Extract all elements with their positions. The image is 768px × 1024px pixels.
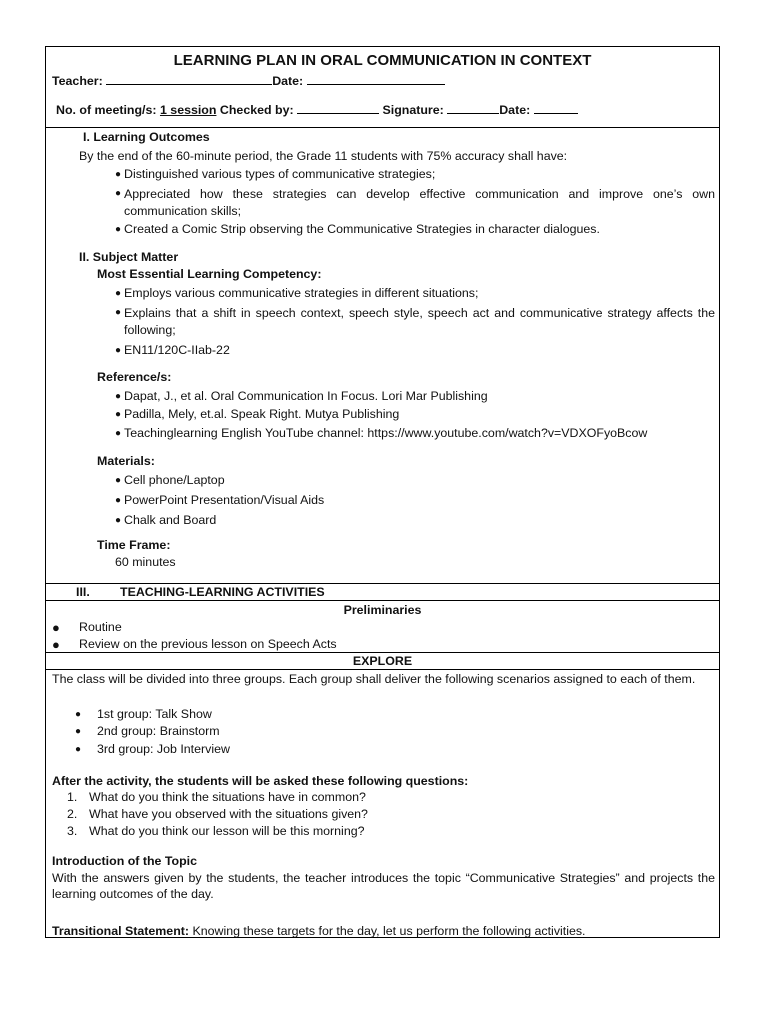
- checked-by-label: Checked by:: [219, 103, 294, 117]
- explore-heading: EXPLORE: [352, 654, 413, 668]
- material-item: Chalk and Board: [124, 513, 217, 527]
- bullet-icon: ●: [52, 637, 60, 652]
- melc-heading: Most Essential Learning Competency:: [97, 267, 322, 281]
- group-item: 2nd group: Brainstorm: [97, 724, 220, 738]
- bullet-icon: ●: [115, 288, 122, 299]
- bullet-icon: ●: [115, 188, 122, 199]
- section-divider: [46, 583, 719, 584]
- outcomes-heading: I. Learning Outcomes: [83, 130, 210, 144]
- explore-text: The class will be divided into three groups. Each group shall deliver the following scenarios assigned to each of them.: [52, 672, 696, 686]
- material-item: Cell phone/Laptop: [124, 473, 225, 487]
- transition-label: Transitional Statement:: [52, 924, 190, 938]
- meeting-line: [56, 102, 578, 118]
- introduction-heading: Introduction of the Topic: [52, 854, 197, 868]
- preliminary-item: Review on the previous lesson on Speech Acts: [79, 637, 337, 651]
- signature-blank[interactable]: [447, 102, 499, 114]
- reference-item: Dapat, J., et al. Oral Communication In Focus. Lori Mar Publishing: [124, 389, 488, 403]
- teacher-blank[interactable]: [106, 73, 272, 85]
- materials-heading: Materials:: [97, 454, 155, 468]
- date-blank[interactable]: [307, 73, 445, 85]
- meetings-label: No. of meeting/s:: [56, 103, 157, 117]
- preliminary-item: Routine: [79, 620, 122, 634]
- question-item: What do you think the situations have in common?: [89, 790, 366, 804]
- bullet-icon: ●: [115, 307, 122, 318]
- bullet-icon: ●: [115, 391, 122, 402]
- outcome-item: Appreciated how these strategies can develop effective communication and improve one’s own communication skills;: [124, 187, 715, 218]
- outcome-item: Distinguished various types of communicative strategies;: [124, 167, 436, 181]
- bullet-icon: ●: [75, 744, 82, 755]
- preliminaries-heading: Preliminaries: [343, 603, 422, 617]
- bullet-icon: ●: [75, 726, 82, 737]
- bullet-icon: ●: [115, 475, 122, 486]
- activities-number: III.: [76, 585, 90, 599]
- section-divider: [46, 127, 719, 128]
- bullet-icon: ●: [115, 345, 122, 356]
- activities-heading: TEACHING-LEARNING ACTIVITIES: [120, 585, 325, 599]
- question-item: What do you think our lesson will be this morning?: [89, 824, 365, 838]
- question-number: 3.: [67, 824, 78, 838]
- checked-by-blank[interactable]: [297, 102, 379, 114]
- melc-item: Explains that a shift in speech context, speech style, speech act and communicative strategy affects the following;: [124, 306, 715, 337]
- group-item: 1st group: Talk Show: [97, 707, 212, 721]
- bullet-icon: ●: [75, 709, 82, 720]
- outcome-item: Created a Comic Strip observing the Communicative Strategies in character dialogues.: [124, 222, 600, 236]
- meetings-value: 1 session: [159, 103, 217, 117]
- outcomes-intro: By the end of the 60-minute period, the Grade 11 students with 75% accuracy shall have:: [79, 149, 568, 163]
- time-frame-heading: Time Frame:: [97, 538, 171, 552]
- question-item: What have you observed with the situations given?: [89, 807, 368, 821]
- bullet-icon: ●: [115, 224, 122, 235]
- section-divider: [46, 600, 719, 601]
- date-label: Date:: [272, 74, 304, 88]
- date2-blank[interactable]: [534, 102, 578, 114]
- document-title: LEARNING PLAN IN ORAL COMMUNICATION IN CONTEXT: [173, 52, 592, 69]
- references-heading: Reference/s:: [97, 370, 172, 384]
- transitional-statement: [52, 924, 586, 939]
- melc-item: Employs various communicative strategies in different situations;: [124, 286, 479, 300]
- material-item: PowerPoint Presentation/Visual Aids: [124, 493, 325, 507]
- questions-heading: After the activity, the students will be asked these following questions:: [52, 774, 469, 788]
- bullet-icon: ●: [115, 409, 122, 420]
- teacher-label: Teacher:: [52, 74, 103, 88]
- bullet-icon: ●: [115, 515, 122, 526]
- bullet-icon: ●: [115, 428, 122, 439]
- introduction-text: With the answers given by the students, the teacher introduces the topic “Communicative Strategies” and projects the learning outcomes of the day.: [52, 871, 715, 901]
- teacher-line: [52, 73, 445, 89]
- question-number: 1.: [67, 790, 78, 804]
- section-divider: [46, 669, 719, 670]
- group-item: 3rd group: Job Interview: [97, 742, 230, 756]
- bullet-icon: ●: [115, 495, 122, 506]
- learning-plan-document: [45, 46, 720, 938]
- question-number: 2.: [67, 807, 78, 821]
- bullet-icon: ●: [115, 169, 122, 180]
- melc-item: EN11/120C-IIab-22: [124, 343, 230, 357]
- time-frame-value: 60 minutes: [115, 555, 176, 569]
- signature-label: Signature:: [382, 103, 444, 117]
- subject-heading: II. Subject Matter: [79, 250, 179, 264]
- reference-item: Teachinglearning English YouTube channel: https://www.youtube.com/watch?v=VDXOFyoBcow: [124, 426, 648, 440]
- bullet-icon: ●: [52, 620, 60, 635]
- date2-label: Date:: [499, 103, 531, 117]
- transition-text: Knowing these targets for the day, let us perform the following activities.: [189, 924, 586, 938]
- section-divider: [46, 652, 719, 653]
- reference-item: Padilla, Mely, et.al. Speak Right. Mutya Publishing: [124, 407, 400, 421]
